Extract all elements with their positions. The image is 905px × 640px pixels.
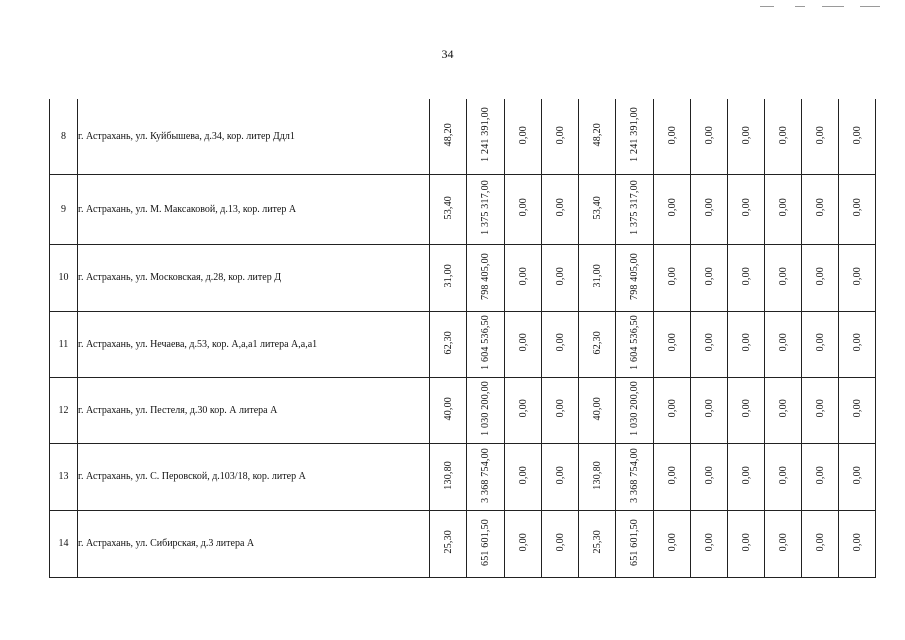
value-cell [579, 510, 616, 577]
value-text: 0,00 [554, 266, 566, 286]
value-text: 0,00 [814, 399, 826, 418]
table-row [50, 510, 876, 577]
value-cell [802, 311, 839, 377]
value-cell [616, 443, 654, 510]
value-text: 0,00 [666, 266, 678, 286]
value-text: 53,40 [442, 195, 454, 220]
value-text: 1 604 536,50 [629, 315, 640, 370]
value-cell [691, 443, 728, 510]
address-cell: г. Астрахань, ул. М. Максаковой, д.13, кор. литер А [78, 174, 430, 244]
value-cell [765, 311, 802, 377]
value-text: 0,00 [517, 198, 529, 217]
value-cell [765, 99, 802, 174]
value-cell [765, 510, 802, 577]
value-text: 0,00 [517, 465, 529, 485]
value-text: 0,00 [777, 198, 789, 217]
scan-mark [795, 6, 805, 7]
value-text: 0,00 [554, 125, 566, 144]
value-cell [765, 377, 802, 443]
table-row [50, 311, 876, 377]
scan-mark [760, 6, 774, 7]
value-cell [839, 311, 876, 377]
value-cell [505, 443, 542, 510]
value-text: 0,00 [703, 125, 715, 144]
address-cell: г. Астрахань, ул. Московская, д.28, кор. литер Д [78, 244, 430, 311]
value-text: 0,00 [554, 532, 566, 552]
value-text: 0,00 [517, 399, 529, 418]
address-cell: г. Астрахань, ул. Сибирская, д.3 литера А [78, 510, 430, 577]
address-cell: г. Астрахань, ул. Пестеля, д.30 кор. А литера А [78, 377, 430, 443]
value-cell [467, 174, 505, 244]
value-cell [467, 311, 505, 377]
value-text: 62,30 [591, 330, 603, 355]
value-text: 0,00 [851, 266, 863, 286]
value-cell [839, 443, 876, 510]
value-cell [430, 244, 467, 311]
value-text: 0,00 [851, 125, 863, 144]
value-cell [765, 174, 802, 244]
value-cell [802, 377, 839, 443]
value-text: 651 601,50 [480, 518, 491, 566]
value-cell [802, 244, 839, 311]
value-text: 0,00 [777, 266, 789, 286]
value-cell [728, 443, 765, 510]
value-text: 0,00 [517, 125, 529, 144]
value-text: 0,00 [777, 532, 789, 552]
value-cell [579, 99, 616, 174]
value-text: 0,00 [851, 399, 863, 418]
value-text: 0,00 [703, 266, 715, 286]
value-text: 25,30 [442, 530, 454, 554]
value-text: 40,00 [591, 396, 603, 421]
value-cell [616, 99, 654, 174]
value-text: 0,00 [666, 532, 678, 552]
row-number: 8 [50, 99, 78, 174]
address-cell: г. Астрахань, ул. Нечаева, д.53, кор. А,а,а1 литера А,а,а1 [78, 311, 430, 377]
address-cell: г. Астрахань, ул. С. Перовской, д.103/18, кор. литер А [78, 443, 430, 510]
value-text: 0,00 [814, 198, 826, 217]
scan-mark [860, 6, 880, 7]
value-text: 0,00 [814, 266, 826, 286]
value-text: 0,00 [703, 465, 715, 485]
value-cell [654, 377, 691, 443]
value-cell [839, 244, 876, 311]
value-cell [542, 99, 579, 174]
value-cell [728, 311, 765, 377]
value-text: 0,00 [851, 198, 863, 217]
value-cell [616, 244, 654, 311]
value-cell [430, 99, 467, 174]
value-text: 1 604 536,50 [480, 315, 491, 370]
value-cell [839, 510, 876, 577]
value-cell [467, 244, 505, 311]
value-text: 0,00 [740, 198, 752, 217]
value-text: 130,80 [591, 460, 603, 490]
value-text: 40,00 [442, 396, 454, 421]
value-text: 0,00 [814, 465, 826, 485]
value-text: 0,00 [740, 399, 752, 418]
value-text: 0,00 [777, 465, 789, 485]
value-text: 0,00 [851, 532, 863, 552]
value-cell [616, 311, 654, 377]
value-text: 1 241 391,00 [629, 107, 640, 163]
value-text: 1 241 391,00 [480, 107, 491, 163]
row-number: 9 [50, 174, 78, 244]
row-number: 10 [50, 244, 78, 311]
row-number: 14 [50, 510, 78, 577]
value-cell [542, 510, 579, 577]
value-cell [728, 377, 765, 443]
value-cell [691, 311, 728, 377]
value-text: 3 368 754,00 [629, 447, 640, 503]
value-cell [505, 377, 542, 443]
value-text: 3 368 754,00 [480, 447, 491, 503]
value-cell [728, 99, 765, 174]
value-text: 0,00 [814, 125, 826, 144]
value-text: 1 375 317,00 [480, 180, 491, 235]
value-cell [579, 443, 616, 510]
value-text: 0,00 [814, 532, 826, 552]
value-text: 798 405,00 [629, 252, 640, 300]
value-cell [728, 510, 765, 577]
value-cell [765, 244, 802, 311]
value-cell [579, 311, 616, 377]
value-text: 1 375 317,00 [629, 180, 640, 235]
value-text: 0,00 [777, 125, 789, 144]
value-cell [579, 174, 616, 244]
value-text: 0,00 [851, 333, 863, 352]
value-text: 798 405,00 [480, 252, 491, 300]
value-text: 0,00 [777, 399, 789, 418]
value-text: 0,00 [554, 198, 566, 217]
value-cell [654, 443, 691, 510]
value-text: 0,00 [517, 532, 529, 552]
table-row [50, 377, 876, 443]
value-cell [505, 174, 542, 244]
value-cell [542, 311, 579, 377]
value-text: 0,00 [740, 266, 752, 286]
value-text: 0,00 [777, 333, 789, 352]
value-text: 0,00 [703, 532, 715, 552]
value-text: 130,80 [442, 460, 454, 490]
table-row [50, 443, 876, 510]
value-text: 0,00 [666, 399, 678, 418]
table-row [50, 244, 876, 311]
value-cell [542, 174, 579, 244]
value-text: 0,00 [666, 125, 678, 144]
value-cell [616, 377, 654, 443]
value-cell [430, 510, 467, 577]
value-text: 0,00 [740, 532, 752, 552]
value-cell [430, 443, 467, 510]
value-text: 0,00 [851, 465, 863, 485]
value-cell [505, 510, 542, 577]
value-cell [430, 174, 467, 244]
value-text: 0,00 [740, 333, 752, 352]
value-cell [691, 99, 728, 174]
value-text: 53,40 [591, 195, 603, 220]
value-cell [467, 443, 505, 510]
value-cell [765, 443, 802, 510]
value-cell [616, 510, 654, 577]
value-cell [579, 244, 616, 311]
page-number: 34 [441, 47, 454, 61]
value-text: 651 601,50 [629, 518, 640, 566]
value-text: 1 030 200,00 [629, 381, 640, 436]
value-text: 0,00 [703, 399, 715, 418]
value-cell [430, 311, 467, 377]
property-table [49, 99, 876, 578]
value-text: 0,00 [554, 333, 566, 352]
row-number: 11 [50, 311, 78, 377]
value-text: 1 030 200,00 [480, 381, 491, 436]
value-cell [839, 377, 876, 443]
value-cell [467, 510, 505, 577]
value-cell [505, 244, 542, 311]
value-cell [542, 443, 579, 510]
value-cell [802, 99, 839, 174]
value-cell [430, 377, 467, 443]
value-cell [616, 174, 654, 244]
row-number: 12 [50, 377, 78, 443]
value-text: 0,00 [666, 333, 678, 352]
value-text: 0,00 [666, 465, 678, 485]
value-cell [654, 244, 691, 311]
value-text: 0,00 [517, 333, 529, 352]
address-cell: г. Астрахань, ул. Куйбышева, д.34, кор. литер Ддл1 [78, 99, 430, 174]
value-cell [691, 174, 728, 244]
value-cell [802, 443, 839, 510]
value-cell [691, 377, 728, 443]
value-cell [802, 510, 839, 577]
value-cell [802, 174, 839, 244]
value-text: 31,00 [591, 264, 603, 288]
value-cell [691, 510, 728, 577]
value-text: 25,30 [591, 530, 603, 554]
table-row [50, 99, 876, 174]
value-cell [654, 99, 691, 174]
value-cell [728, 244, 765, 311]
value-text: 31,00 [442, 264, 454, 288]
value-cell [654, 510, 691, 577]
value-cell [654, 311, 691, 377]
value-cell [579, 377, 616, 443]
value-cell [505, 99, 542, 174]
value-text: 48,20 [591, 123, 603, 147]
scan-mark [822, 6, 844, 7]
value-cell [728, 174, 765, 244]
row-number: 13 [50, 443, 78, 510]
value-text: 0,00 [740, 465, 752, 485]
table-row [50, 174, 876, 244]
value-cell [467, 99, 505, 174]
value-cell [654, 174, 691, 244]
value-text: 0,00 [703, 198, 715, 217]
value-cell [691, 244, 728, 311]
value-text: 0,00 [740, 125, 752, 144]
value-cell [467, 377, 505, 443]
value-text: 0,00 [517, 266, 529, 286]
value-cell [542, 377, 579, 443]
value-text: 0,00 [554, 399, 566, 418]
value-text: 48,20 [442, 123, 454, 147]
value-cell [542, 244, 579, 311]
value-text: 62,30 [442, 330, 454, 355]
value-cell [505, 311, 542, 377]
value-text: 0,00 [703, 333, 715, 352]
value-cell [839, 99, 876, 174]
value-text: 0,00 [814, 333, 826, 352]
value-text: 0,00 [554, 465, 566, 485]
value-cell [839, 174, 876, 244]
value-text: 0,00 [666, 198, 678, 217]
